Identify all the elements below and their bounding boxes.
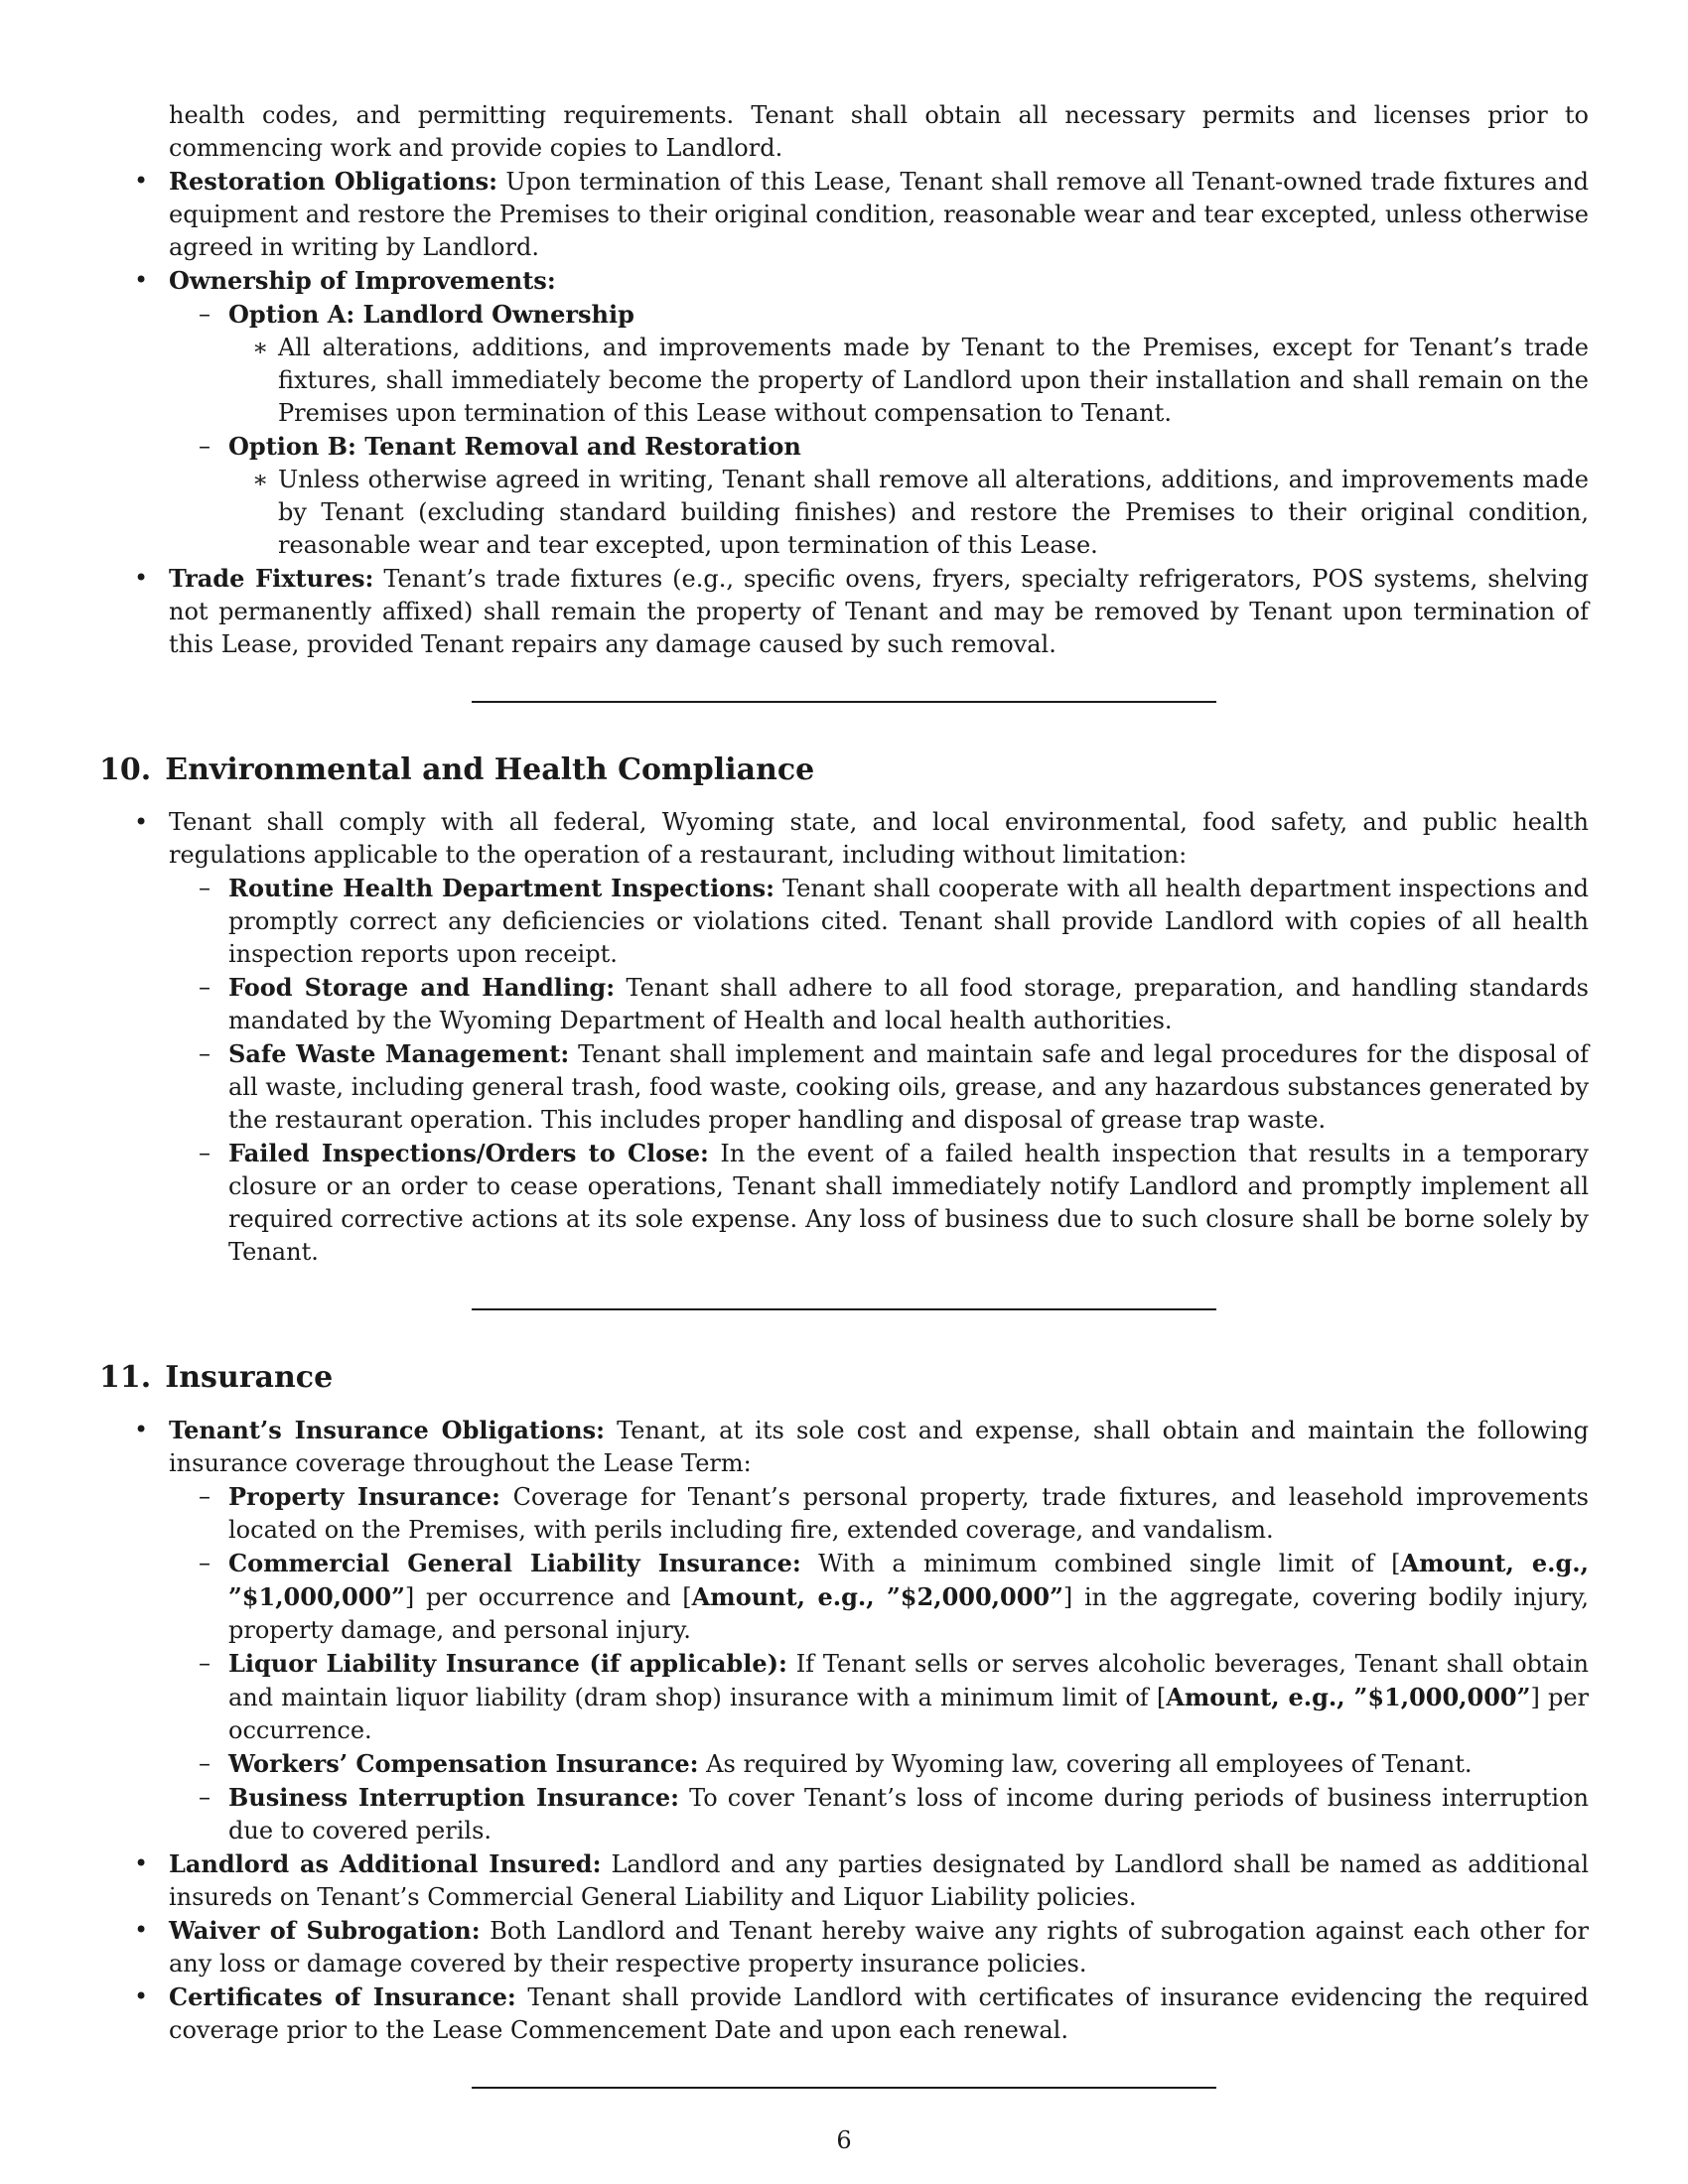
item-label: Liquor Liability Insurance (if applicable): xyxy=(228,1649,787,1678)
business-interruption-item xyxy=(169,1781,1589,1847)
compliance-sublist xyxy=(169,872,1589,1269)
section-divider xyxy=(472,1308,1216,1310)
waiver-of-subrogation-item xyxy=(99,1914,1589,1980)
section-divider xyxy=(472,701,1216,703)
trade-fixtures-item xyxy=(99,562,1589,661)
health-inspections-item xyxy=(169,872,1589,971)
ownership-options-list xyxy=(169,298,1589,562)
amount-placeholder: Amount, e.g., ”$1,000,000” xyxy=(1166,1683,1531,1711)
item-label: Waiver of Subrogation: xyxy=(169,1916,481,1945)
item-text: Tenant shall comply with all federal, Wyoming state, and local environmental, food safety, and public health regulations applicable to the operation of a restaurant, including without limitation: xyxy=(169,808,1589,869)
item-text: Tenant’s trade fixtures (e.g., specific ovens, fryers, specialty refrigerators, POS systems, shelving not permanently affixed) shall remain the property of Tenant and may be removed by Tenant upon termination of this Lease, provided Tenant repairs any damage caused by such removal. xyxy=(169,565,1589,658)
item-text: Coverage for Tenant’s personal property, trade fixtures, and leasehold improvements located on the Premises, with perils including fire, extended coverage, and vandalism. xyxy=(228,1483,1589,1544)
failed-inspections-item xyxy=(169,1137,1589,1269)
ownership-of-improvements-item xyxy=(99,264,1589,562)
item-label: Business Interruption Insurance: xyxy=(228,1783,679,1812)
waste-management-item xyxy=(169,1037,1589,1137)
item-label: Failed Inspections/Orders to Close: xyxy=(228,1139,709,1167)
item-label: Trade Fixtures: xyxy=(169,564,374,593)
item-label: Certificates of Insurance: xyxy=(169,1982,516,2011)
item-text: ] per occurrence. xyxy=(228,1684,1590,1744)
item-text: Tenant, at its sole cost and expense, shall obtain and maintain the following insurance coverage throughout the Lease Term: xyxy=(169,1417,1589,1477)
liquor-liability-item xyxy=(169,1647,1589,1747)
insurance-obligations-item xyxy=(99,1414,1589,1847)
section-11-heading xyxy=(99,1358,1589,1398)
section-title: Insurance xyxy=(165,1360,334,1395)
property-insurance-item xyxy=(169,1480,1589,1547)
item-label: Landlord as Additional Insured: xyxy=(169,1849,602,1878)
item-text: In the event of a failed health inspection that results in a temporary closure or an order to cease operations, Tenant shall immediately notify Landlord and promptly implement all required corrective actions at its sole expense. Any loss of business due to such closure shall be borne solely by Tenant. xyxy=(228,1140,1589,1266)
item-label: Routine Health Department Inspections: xyxy=(228,874,775,902)
item-text: ] in the aggregate, covering bodily injury, property damage, and personal injury. xyxy=(228,1583,1589,1644)
item-text: Tenant shall cooperate with all health department inspections and promptly correct any deficiencies or violations cited. Tenant shall provide Landlord with copies of all health inspection reports upon receipt. xyxy=(228,875,1589,968)
section-number: 10. xyxy=(99,752,152,787)
option-label: Option A: Landlord Ownership xyxy=(228,300,634,329)
compliance-intro-item xyxy=(99,806,1589,1269)
restoration-obligations-item xyxy=(99,165,1589,264)
option-a-text: ∗ All alterations, additions, and improvements made by Tenant to the Premises, except for Tenant’s trade fixtures, shall immediately become the property of Landlord upon their installation and shall remain on the Premises upon termination of this Lease without compensation to Tenant. xyxy=(228,332,1589,430)
option-b-text: ∗ Unless otherwise agreed in writing, Tenant shall remove all alterations, additions, and improvements made by Tenant (excluding standard building finishes) and restore the Premises to their original condition, reasonable wear and tear excepted, upon termination of this Lease. xyxy=(228,464,1589,562)
page-content xyxy=(99,99,1589,2089)
item-text: As required by Wyoming law, covering all employees of Tenant. xyxy=(706,1750,1473,1778)
food-storage-item xyxy=(169,971,1589,1037)
item-text: If Tenant sells or serves alcoholic beverages, Tenant shall obtain and maintain liquor liability (dram shop) insurance with a minimum limit of [ xyxy=(228,1650,1589,1711)
amount-placeholder: Amount, e.g., ”$2,000,000” xyxy=(691,1582,1063,1611)
option-label: Option B: Tenant Removal and Restoration xyxy=(228,432,801,461)
item-label: Property Insurance: xyxy=(228,1482,500,1511)
amount-placeholder: Amount, e.g., ”$1,000,000” xyxy=(228,1549,1589,1611)
option-a-sublist xyxy=(228,332,1589,430)
item-text: Upon termination of this Lease, Tenant shall remove all Tenant-owned trade fixtures and equipment and restore the Premises to their original condition, reasonable wear and tear excepted, unless otherwise agreed in writing by Landlord. xyxy=(169,168,1589,261)
certificates-item xyxy=(99,1980,1589,2047)
section-number: 11. xyxy=(99,1360,152,1395)
additional-insured-item xyxy=(99,1847,1589,1914)
section-title: Environmental and Health Compliance xyxy=(165,752,815,787)
section-divider xyxy=(472,2087,1216,2089)
section-9-list xyxy=(99,165,1589,661)
option-a-item xyxy=(169,298,1589,430)
item-text: Tenant shall implement and maintain safe and legal procedures for the disposal of all waste, including general trash, food waste, cooking oils, grease, and any hazardous substances generated by the restaurant operation. This includes proper handling and disposal of grease trap waste. xyxy=(228,1040,1589,1134)
item-text: ] per occurrence and [ xyxy=(404,1583,692,1611)
item-text: Tenant shall adhere to all food storage, preparation, and handling standards mandated by the Wyoming Department of Health and local health authorities. xyxy=(228,974,1589,1034)
workers-compensation-item xyxy=(169,1747,1589,1781)
item-text: Landlord and any parties designated by Landlord shall be named as additional insureds on Tenant’s Commercial General Liability and Liquor Liability policies. xyxy=(169,1850,1589,1911)
item-label: Tenant’s Insurance Obligations: xyxy=(169,1416,605,1444)
item-label: Safe Waste Management: xyxy=(228,1039,570,1068)
insurance-types-list xyxy=(169,1480,1589,1847)
item-label: Food Storage and Handling: xyxy=(228,973,616,1002)
page-number: 6 xyxy=(836,2126,852,2154)
item-text: To cover Tenant’s loss of income during periods of business interruption due to covered perils. xyxy=(228,1784,1589,1844)
item-label: Workers’ Compensation Insurance: xyxy=(228,1749,699,1778)
section-10-list xyxy=(99,806,1589,1269)
section-11-list xyxy=(99,1414,1589,2047)
item-label: Ownership of Improvements: xyxy=(169,266,556,295)
option-b-item xyxy=(169,430,1589,562)
cgl-insurance-item xyxy=(169,1547,1589,1647)
item-text: Tenant shall provide Landlord with certificates of insurance evidencing the required coverage prior to the Lease Commencement Date and upon each renewal. xyxy=(169,1983,1590,2044)
section-10-heading xyxy=(99,751,1589,790)
item-label: Restoration Obligations: xyxy=(169,167,498,196)
item-label: Commercial General Liability Insurance: xyxy=(228,1549,801,1577)
carryover-paragraph: health codes, and permitting requirements. Tenant shall obtain all necessary permits and licenses prior to commencing work and provide copies to Landlord. xyxy=(169,101,1589,162)
item-text: Both Landlord and Tenant hereby waive any rights of subrogation against each other for any loss or damage covered by their respective property insurance policies. xyxy=(169,1917,1589,1978)
item-text: With a minimum combined single limit of [ xyxy=(818,1550,1401,1577)
option-b-sublist xyxy=(228,464,1589,562)
